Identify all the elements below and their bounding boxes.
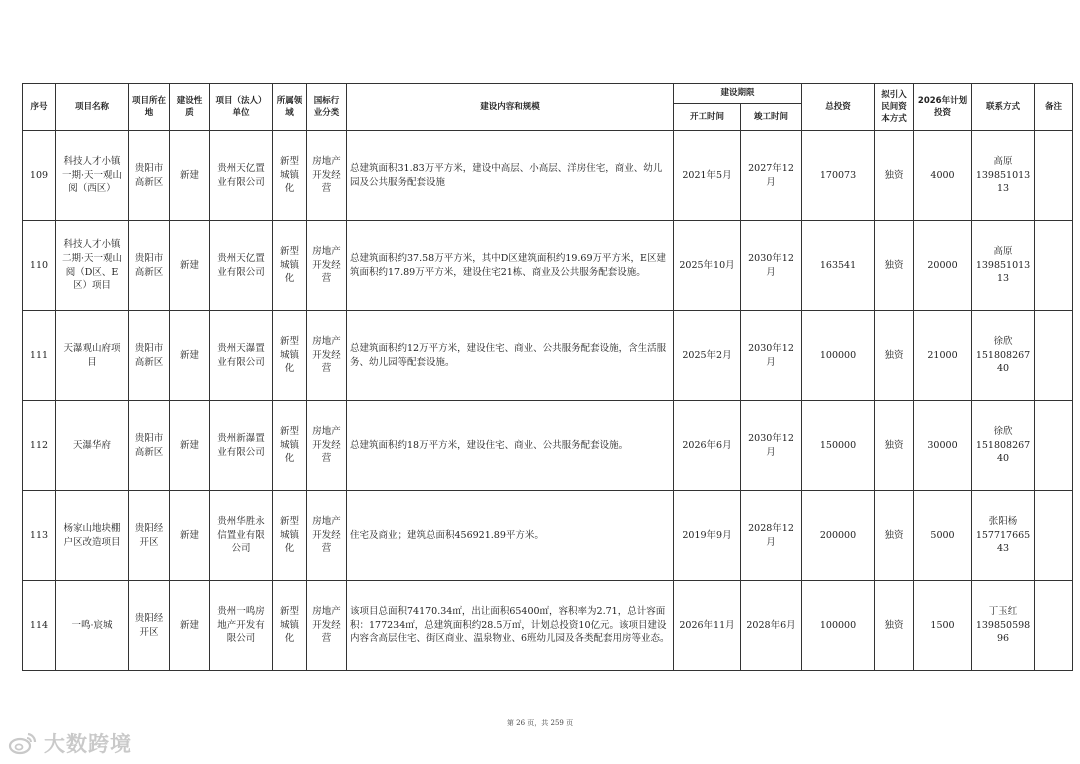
cell-name: 杨家山地块棚户区改造项目 [56,491,129,581]
contact-phone: 15180826740 [975,349,1031,375]
cell-end: 2028年6月 [741,581,802,671]
cell-location: 贵阳市高新区 [129,311,170,401]
cell-location: 贵阳市高新区 [129,401,170,491]
header-investment: 总投资 [802,84,875,131]
contact-name: 丁玉红 [988,605,1018,617]
cell-nature: 新建 [170,131,210,221]
cell-contact [972,491,1035,581]
table-row [23,401,1073,491]
cell-investment: 150000 [802,401,875,491]
cell-capital-mode: 独资 [875,401,914,491]
cell-start: 2021年5月 [674,131,741,221]
cell-domain: 新型城镇化 [273,221,307,311]
cell-content: 总建筑面积约18万平方米，建设住宅、商业、公共服务配套设施。 [347,401,674,491]
cell-contact [972,131,1035,221]
cell-remark [1035,401,1073,491]
cell-name: 一鸣·宸城 [56,581,129,671]
cell-end: 2027年12月 [741,131,802,221]
cell-remark [1035,221,1073,311]
cell-end: 2030年12月 [741,221,802,311]
cell-start: 2026年11月 [674,581,741,671]
cell-industry: 房地产开发经营 [307,581,347,671]
contact-phone: 13985059896 [975,619,1031,645]
cell-unit: 贵州天亿置业有限公司 [210,131,273,221]
cell-location: 贵阳市高新区 [129,221,170,311]
cell-domain: 新型城镇化 [273,491,307,581]
cell-unit: 贵州一鸣房地产开发有限公司 [210,581,273,671]
cell-industry: 房地产开发经营 [307,221,347,311]
cell-domain: 新型城镇化 [273,401,307,491]
cell-capital-mode: 独资 [875,221,914,311]
header-content: 建设内容和规模 [347,84,674,131]
cell-seq: 111 [23,311,56,401]
header-end: 竣工时间 [741,104,802,131]
header-nature: 建设性质 [170,84,210,131]
cell-industry: 房地产开发经营 [307,311,347,401]
cell-location: 贵阳经开区 [129,491,170,581]
cell-industry: 房地产开发经营 [307,401,347,491]
cell-capital-mode: 独资 [875,311,914,401]
weibo-logo-icon [8,730,38,756]
cell-plan2026: 1500 [914,581,972,671]
cell-seq: 109 [23,131,56,221]
contact-name: 张阳杨 [988,515,1018,527]
cell-plan2026: 4000 [914,131,972,221]
cell-industry: 房地产开发经营 [307,131,347,221]
cell-capital-mode: 独资 [875,491,914,581]
cell-seq: 110 [23,221,56,311]
cell-investment: 200000 [802,491,875,581]
table-row [23,581,1073,671]
page-number: 第 26 页，共 259 页 [506,719,574,727]
header-name: 项目名称 [56,84,129,131]
table-header-row [23,84,1073,104]
header-period: 建设期限 [674,84,802,104]
cell-contact [972,221,1035,311]
cell-plan2026: 21000 [914,311,972,401]
cell-domain: 新型城镇化 [273,581,307,671]
cell-content: 该项目总面积74170.34㎡，出让面积65400㎡，容积率为2.71，总计容面积：177234㎡，总建筑面积约28.5万㎡，计划总投资10亿元。该项目建设内容含高层住宅、街区商业、温泉物业、6班幼儿园及各类配套用房等业态。 [347,581,674,671]
contact-phone: 13985101313 [975,259,1031,285]
contact-name: 徐欣 [993,335,1013,347]
cell-remark [1035,581,1073,671]
cell-start: 2019年9月 [674,491,741,581]
cell-plan2026: 5000 [914,491,972,581]
header-industry: 国标行业分类 [307,84,347,131]
cell-content: 总建筑面积31.83万平方米，建设中高层、小高层、洋房住宅，商业、幼儿园及公共服务配套设施 [347,131,674,221]
cell-start: 2025年10月 [674,221,741,311]
cell-unit: 贵州华胜永信置业有限公司 [210,491,273,581]
cell-nature: 新建 [170,491,210,581]
cell-contact [972,581,1035,671]
cell-plan2026: 30000 [914,401,972,491]
cell-start: 2026年6月 [674,401,741,491]
table-row [23,491,1073,581]
cell-location: 贵阳经开区 [129,581,170,671]
cell-industry: 房地产开发经营 [307,491,347,581]
cell-domain: 新型城镇化 [273,311,307,401]
contact-phone: 15180826740 [975,439,1031,465]
cell-investment: 163541 [802,221,875,311]
table-row [23,311,1073,401]
table-row [23,221,1073,311]
contact-phone: 13985101313 [975,169,1031,195]
cell-seq: 113 [23,491,56,581]
cell-contact [972,401,1035,491]
cell-end: 2028年12月 [741,491,802,581]
header-capital-mode: 拟引入民间资本方式 [875,84,914,131]
cell-location: 贵阳市高新区 [129,131,170,221]
header-seq: 序号 [23,84,56,131]
cell-plan2026: 20000 [914,221,972,311]
header-unit: 项目（法人）单位 [210,84,273,131]
cell-contact [972,311,1035,401]
cell-capital-mode: 独资 [875,581,914,671]
cell-name: 天瀑华府 [56,401,129,491]
cell-seq: 112 [23,401,56,491]
cell-investment: 100000 [802,311,875,401]
cell-nature: 新建 [170,401,210,491]
cell-nature: 新建 [170,221,210,311]
cell-nature: 新建 [170,581,210,671]
cell-investment: 170073 [802,131,875,221]
header-remark: 备注 [1035,84,1073,131]
cell-name: 科技人才小镇一期·天一观山阅（西区） [56,131,129,221]
contact-name: 高原 [993,245,1013,257]
project-table [22,83,1073,671]
cell-start: 2025年2月 [674,311,741,401]
contact-name: 徐欣 [993,425,1013,437]
header-location: 项目所在地 [129,84,170,131]
header-contact: 联系方式 [972,84,1035,131]
cell-remark [1035,131,1073,221]
watermark [8,728,132,758]
cell-nature: 新建 [170,311,210,401]
cell-name: 天瀑观山府项目 [56,311,129,401]
header-domain: 所属领域 [273,84,307,131]
cell-unit: 贵州新瀑置业有限公司 [210,401,273,491]
cell-capital-mode: 独资 [875,131,914,221]
header-plan2026: 2026年计划投资 [914,84,972,131]
contact-phone: 15771766543 [975,529,1031,555]
cell-content: 总建筑面积约12万平方米，建设住宅、商业、公共服务配套设施，含生活服务、幼儿园等配套设施。 [347,311,674,401]
contact-name: 高原 [993,155,1013,167]
cell-name: 科技人才小镇二期·天一观山阅（D区、E区）项目 [56,221,129,311]
header-start: 开工时间 [674,104,741,131]
table-row [23,131,1073,221]
cell-domain: 新型城镇化 [273,131,307,221]
cell-remark [1035,491,1073,581]
cell-unit: 贵州天亿置业有限公司 [210,221,273,311]
cell-investment: 100000 [802,581,875,671]
watermark-text: 大数跨境 [44,732,132,756]
cell-content: 总建筑面积约37.58万平方米，其中D区建筑面积约19.69万平方米，E区建筑面积约17.89万平方米，建设住宅21栋、商业及公共服务配套设施。 [347,221,674,311]
cell-content: 住宅及商业；建筑总面积456921.89平方米。 [347,491,674,581]
cell-end: 2030年12月 [741,401,802,491]
cell-end: 2030年12月 [741,311,802,401]
cell-seq: 114 [23,581,56,671]
cell-unit: 贵州天瀑置业有限公司 [210,311,273,401]
cell-remark [1035,311,1073,401]
